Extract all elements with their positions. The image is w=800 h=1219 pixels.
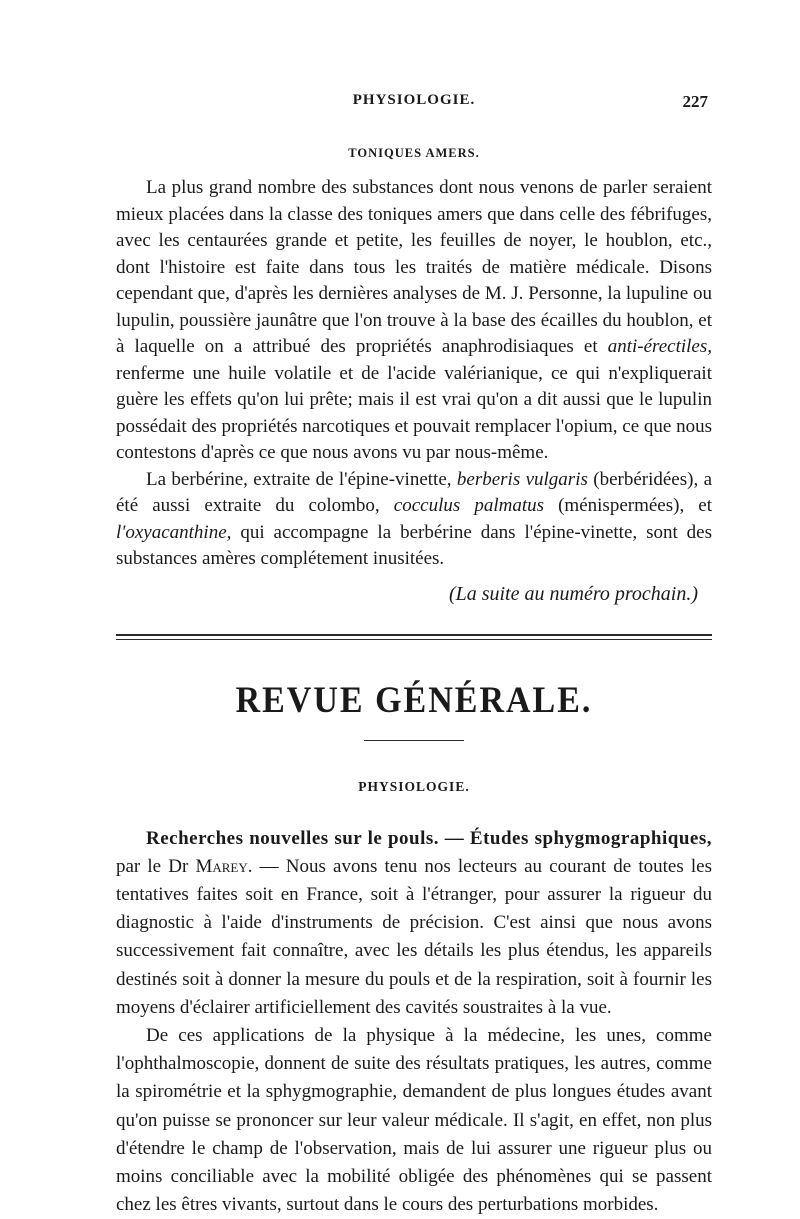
article [116, 825, 712, 1219]
paragraph-text: — Nous avons tenu nos lecteurs au courant de toutes les tentatives faites soit en France, soit à l'étranger, pour assurer la rigueur du diagnostic à l'aide d'instruments de précision. C'est ainsi que nous avons successivement fait connaître, avec les détails les plus étendus, les appareils destinés soit à donner la mesure du pouls et de la respiration, soit à fournir les moyens d'éclairer artificiellement des cavités soustraites à la vue. [116, 856, 712, 1018]
running-head [116, 92, 712, 116]
article-title: Recherches nouvelles sur le pouls. — Études sphygmographiques, [146, 828, 712, 849]
double-rule-divider [116, 634, 712, 640]
author-prefix: par le Dr [116, 856, 188, 877]
author-name: Marey. [195, 856, 252, 877]
italic-term: cocculus palmatus [394, 495, 544, 516]
page-number: 227 [683, 92, 709, 112]
article-paragraph-1 [116, 825, 712, 1022]
italic-term: l'oxyacanthine, [116, 522, 231, 543]
paragraph-text: La berbérine, extraite de l'épine-vinette, [146, 469, 452, 490]
paragraph-berberine [116, 467, 712, 573]
italic-term: anti-érectiles, [608, 336, 712, 357]
paragraph-toniques-amers [116, 175, 712, 467]
continuation-note: (La suite au numéro prochain.) [116, 583, 698, 606]
paragraph-text: qui accompagne la berbérine dans l'épine-vinette, sont des substances amères complétement inusitées. [116, 522, 712, 570]
paragraph-text: renferme une huile volatile et de l'acide valérianique, ce qui n'expliquerait guère les effets qu'on lui prête; mais il est vrai qu'on a dit aussi que le lupulin possédait des propriétés narcotiques et pouvait remplacer l'opium, ce que nous contestons d'après ce que nous avons vu par nous-même. [116, 363, 712, 464]
running-title: PHYSIOLOGIE. [116, 92, 712, 109]
section-heading: TONIQUES AMERS. [116, 146, 712, 161]
review-title: REVUE GÉNÉRALE. [116, 680, 712, 721]
article-paragraph-2: De ces applications de la physique à la médecine, les unes, comme l'ophthalmoscopie, donnent de suite des résultats pratiques, les autres, comme la spirométrie et la sphygmographie, demandent de plus longues études avant qu'on puisse se prononcer sur leur valeur médicale. Il s'agit, en effet, non plus d'étendre le champ de l'observation, mais de lui assurer une rigueur plus ou moins conciliable avec la mobilité obligée des phénomènes qui se passent chez les êtres vivants, surtout dans le cours des perturbations morbides. [116, 1022, 712, 1219]
italic-term: berberis vulgaris [457, 469, 588, 490]
paragraph-text: (ménispermées), et [558, 495, 712, 516]
short-rule-divider [364, 740, 464, 741]
paragraph-text: La plus grand nombre des substances dont nous venons de parler seraient mieux placées dans la classe des toniques amers que dans celle des fébrifuges, avec les centaurées grande et petite, les feuilles de noyer, le houblon, etc., dont l'histoire est faite dans tous les traités de matière médicale. Disons cependant que, d'après les dernières analyses de M. J. Personne, la lupuline ou lupulin, poussière jaunâtre que l'on trouve à la base des écailles du houblon, et à laquelle on a attribué des propriétés anaphrodisiaques et [116, 177, 712, 357]
review-subheading: PHYSIOLOGIE. [116, 779, 712, 795]
paragraph-text: (berbéridées), a été aussi extraite du colombo, [116, 469, 712, 517]
